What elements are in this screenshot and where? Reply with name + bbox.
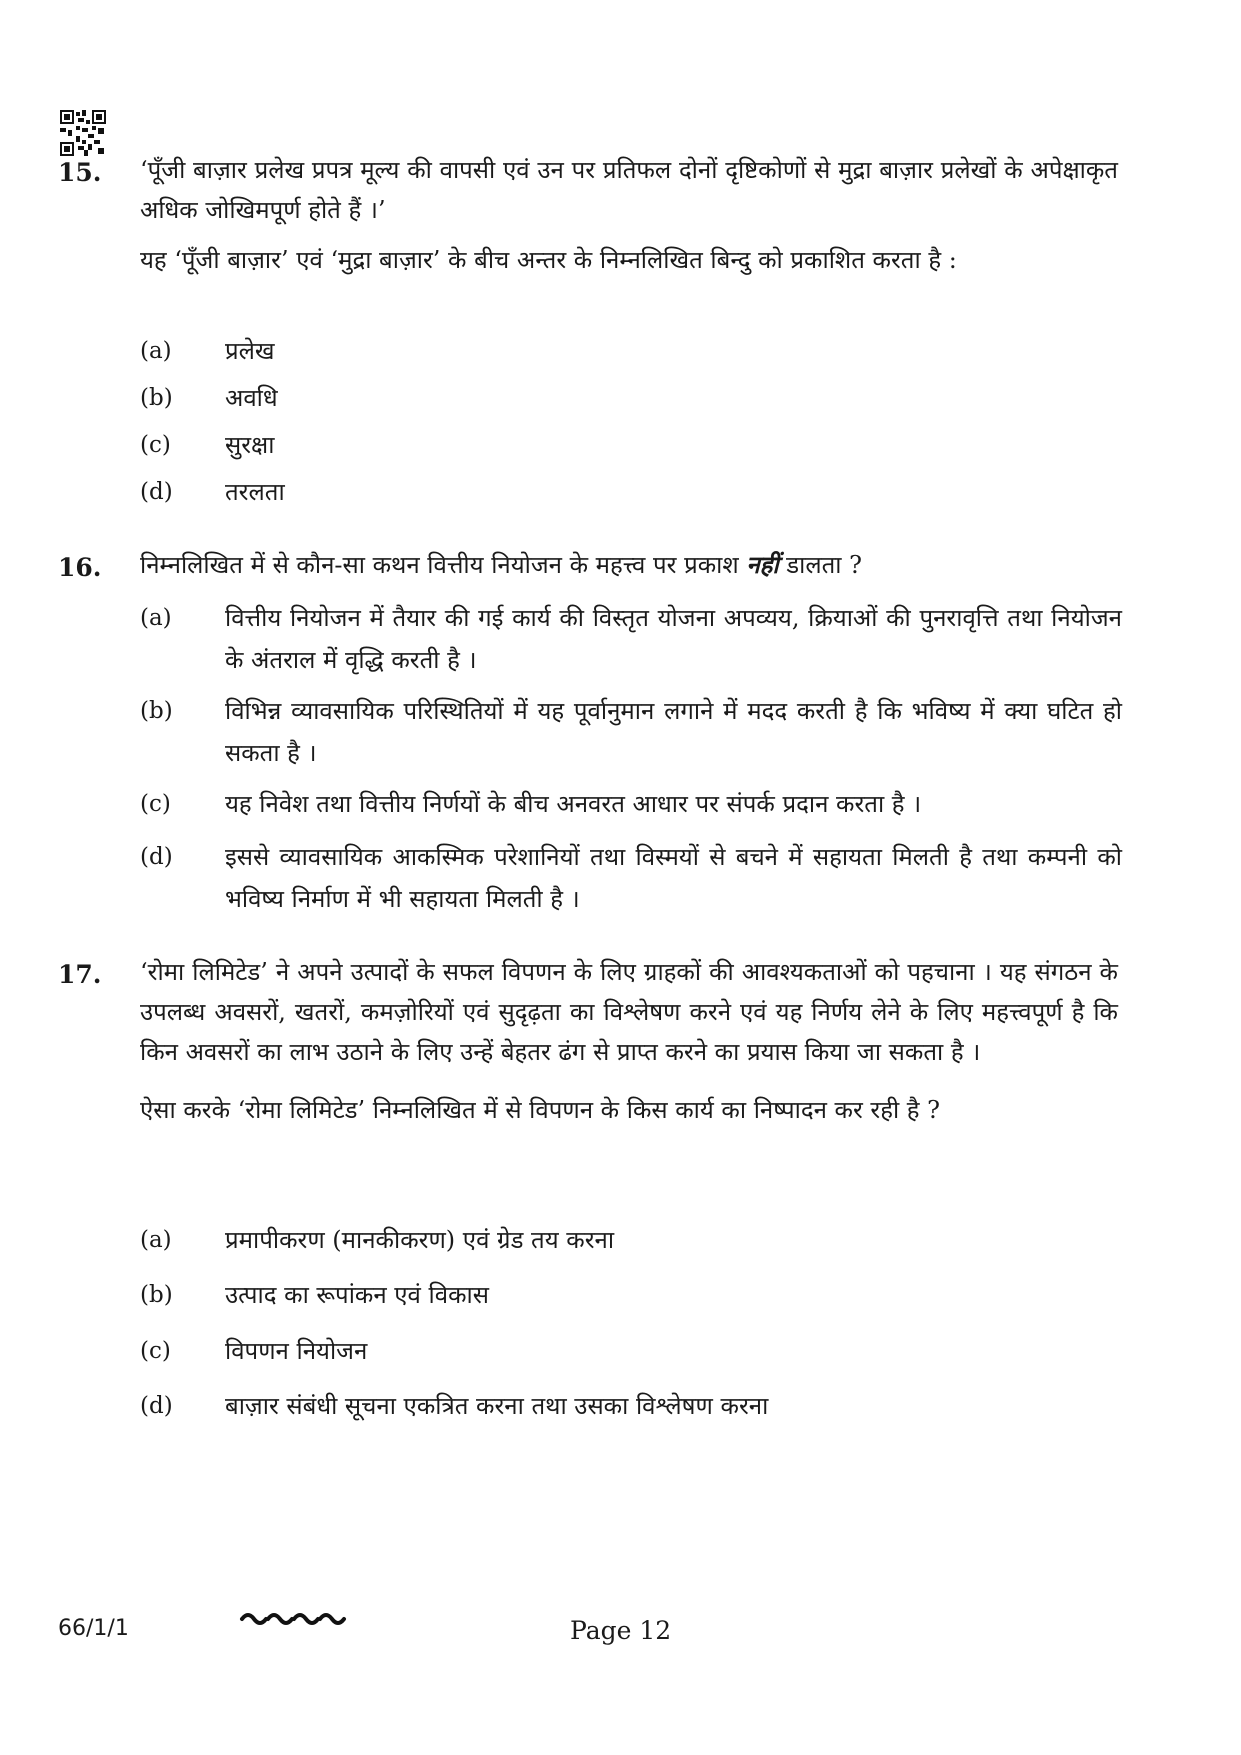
question-number: 16. bbox=[58, 553, 102, 582]
option-d bbox=[140, 1385, 1120, 1427]
question-stem bbox=[140, 150, 1118, 280]
option-label: (b) bbox=[140, 385, 173, 411]
option-c bbox=[140, 1330, 1120, 1372]
option-b bbox=[140, 690, 1122, 774]
question-15 bbox=[58, 150, 1118, 290]
option-d bbox=[140, 836, 1122, 920]
option-c bbox=[140, 783, 1122, 825]
question-stem-end: डालता ? bbox=[778, 551, 862, 579]
option-label: (c) bbox=[140, 1338, 171, 1364]
option-a bbox=[140, 597, 1122, 681]
option-a bbox=[140, 330, 1120, 372]
option-text: प्रमापीकरण (मानकीकरण) एवं ग्रेड तय करना bbox=[225, 1226, 615, 1254]
question-number: 17. bbox=[58, 960, 102, 989]
option-text: सुरक्षा bbox=[225, 431, 275, 459]
option-text: वित्तीय नियोजन में तैयार की गई कार्य की विस्तृत योजना अपव्यय, क्रियाओं की पुनरावृत्ति तथा नियोजन के अंतराल में वृद्धि करती है । bbox=[225, 604, 1122, 674]
option-label: (c) bbox=[140, 432, 171, 458]
option-text: विभिन्न व्यावसायिक परिस्थितियों में यह पूर्वानुमान लगाने में मदद करती है कि भविष्य में क्या घटित हो सकता है । bbox=[225, 697, 1122, 767]
option-text: अवधि bbox=[225, 384, 278, 412]
option-text: तरलता bbox=[225, 478, 285, 506]
question-prompt: यह ‘पूँजी बाज़ार’ एवं ‘मुद्रा बाज़ार’ के बीच अन्तर के निम्नलिखित बिन्दु को प्रकाशित करता है : bbox=[140, 246, 957, 274]
question-17 bbox=[58, 952, 1118, 1140]
option-text: बाज़ार संबंधी सूचना एकत्रित करना तथा उसका विश्लेषण करना bbox=[225, 1392, 769, 1420]
question-number: 15. bbox=[58, 158, 102, 187]
question-stem bbox=[140, 545, 1118, 585]
paper-code: 66/1/1 bbox=[58, 1616, 129, 1641]
option-text: उत्पाद का रूपांकन एवं विकास bbox=[225, 1281, 489, 1309]
question-statement: ‘पूँजी बाज़ार प्रलेख प्रपत्र मूल्य की वापसी एवं उन पर प्रतिफल दोनों दृष्टिकोणों से मुद्रा बाज़ार प्रलेखों के अपेक्षाकृत अधिक जोखिमपूर्ण होते हैं ।’ bbox=[140, 156, 1118, 224]
question-stem-text: निम्नलिखित में से कौन-सा कथन वित्तीय नियोजन के महत्त्व पर प्रकाश bbox=[140, 551, 747, 579]
page-number: Page 12 bbox=[570, 1616, 672, 1645]
question-prompt: ऐसा करके ‘रोमा लिमिटेड’ निम्नलिखित में से विपणन के किस कार्य का निष्पादन कर रही है ? bbox=[140, 1096, 941, 1124]
emphasis-text: नहीं bbox=[746, 550, 779, 579]
option-label: (b) bbox=[140, 698, 173, 724]
option-label: (a) bbox=[140, 1227, 172, 1253]
option-label: (d) bbox=[140, 844, 173, 870]
option-label: (c) bbox=[140, 791, 171, 817]
option-label: (a) bbox=[140, 605, 172, 631]
option-text: विपणन नियोजन bbox=[225, 1337, 368, 1365]
option-text: प्रलेख bbox=[225, 337, 275, 365]
option-label: (d) bbox=[140, 479, 173, 505]
question-stem bbox=[140, 952, 1118, 1130]
option-b bbox=[140, 1274, 1120, 1316]
option-d bbox=[140, 471, 1120, 513]
option-b bbox=[140, 377, 1120, 419]
option-a bbox=[140, 1219, 1120, 1261]
wave-divider-icon bbox=[238, 1606, 348, 1632]
option-label: (d) bbox=[140, 1393, 173, 1419]
option-text: इससे व्यावसायिक आकस्मिक परेशानियों तथा विस्मयों से बचने में सहायता मिलती है तथा कम्पनी को भविष्य निर्माण में भी सहायता मिलती है । bbox=[225, 843, 1122, 913]
option-c bbox=[140, 424, 1120, 466]
option-label: (a) bbox=[140, 338, 172, 364]
option-label: (b) bbox=[140, 1282, 173, 1308]
option-text: यह निवेश तथा वित्तीय निर्णयों के बीच अनवरत आधार पर संपर्क प्रदान करता है । bbox=[225, 790, 922, 818]
question-scenario: ‘रोमा लिमिटेड’ ने अपने उत्पादों के सफल विपणन के लिए ग्राहकों की आवश्यकताओं को पहचाना । यह संगठन के उपलब्ध अवसरों, खतरों, कमज़ोरियों एवं सुदृढ़ता का विश्लेषण करने एवं यह निर्णय लेने के लिए महत्त्वपूर्ण है कि किन अवसरों का लाभ उठाने के लिए उन्हें बेहतर ढंग से प्राप्त करने का प्रयास किया जा सकता है । bbox=[140, 958, 1118, 1066]
question-16 bbox=[58, 545, 1118, 595]
